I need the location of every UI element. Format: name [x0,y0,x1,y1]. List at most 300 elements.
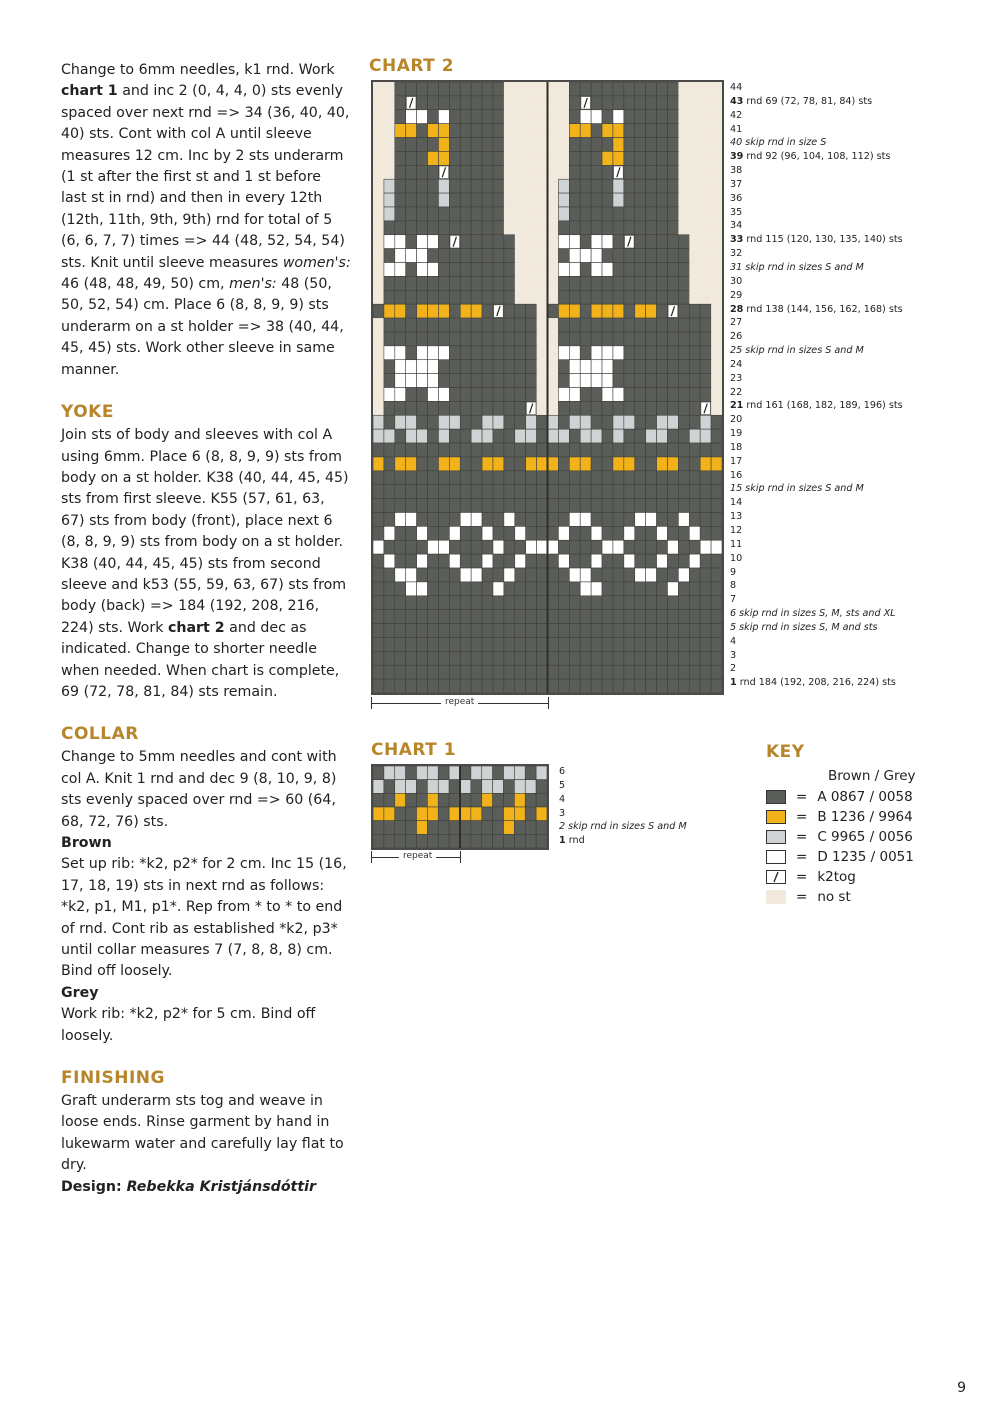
collar-paragraph: Change to 5mm needles and cont with col A. Knit 1 rnd and dec 9 (8, 10, 9, 8) sts evenly spaced over rnd => 60 (64, 68, 72, 76) sts. [61,749,337,830]
chart-cell [711,290,722,304]
chart-cell [395,96,406,110]
chart-cell [548,346,559,360]
chart-cell [591,82,602,96]
chart-cell [558,485,569,499]
chart-cell [580,582,591,596]
chart-cell [471,807,482,821]
chart-cell [548,471,559,485]
chart-cell [646,610,657,624]
chart-cell [613,582,624,596]
chart-cell [667,263,678,277]
chart-cell [515,624,526,638]
chart-cell [591,207,602,221]
chart-cell [395,540,406,554]
chart-cell [613,110,624,124]
chart-cell [504,318,515,332]
chart-cell [646,263,657,277]
chart-cell [515,235,526,249]
chart-cell [646,276,657,290]
chart-cell [602,151,613,165]
chart-cell [591,235,602,249]
chart-cell [471,610,482,624]
chart-cell [449,807,460,821]
chart-cell [406,637,417,651]
chart-cell [493,374,504,388]
chart-cell [460,165,471,179]
round-label: 11 [730,538,743,550]
chart-cell [482,138,493,152]
chart-cell [689,207,700,221]
chart-cell [591,526,602,540]
chart-cell [678,429,689,443]
chart-cell [395,582,406,596]
chart-cell [373,651,384,665]
chart-cell [395,193,406,207]
chart-cell [569,637,580,651]
chart-cell [373,834,384,848]
chart-cell [548,304,559,318]
chart-cell [395,526,406,540]
chart-cell [427,793,438,807]
chart-cell [569,610,580,624]
chart-cell [406,665,417,679]
chart-cell [613,276,624,290]
chart-cell [526,193,537,207]
chart-cell [580,207,591,221]
chart-cell [449,193,460,207]
chart-cell [667,457,678,471]
chart-cell [438,807,449,821]
round-label: 21 rnd 161 (168, 182, 189, 196) sts [730,400,903,412]
chart-cell [449,679,460,693]
chart-cell [493,165,504,179]
chart-cell [525,834,536,848]
chart-cell [428,249,439,263]
chart-cell [460,124,471,138]
chart-cell [471,457,482,471]
chart-cell [417,679,428,693]
chart-cell [482,457,493,471]
chart-cell [493,138,504,152]
chart-cell [384,96,395,110]
chart-cell [613,151,624,165]
chart-cell [624,249,635,263]
chart-cell [646,165,657,179]
chart-cell [438,471,449,485]
chart-cell [384,346,395,360]
chart-cell [384,679,395,693]
chart-cell [558,124,569,138]
chart-cell [515,82,526,96]
chart-cell [428,596,439,610]
chart-cell [493,235,504,249]
collar-heading: COLLAR [61,724,139,745]
chart-cell [471,151,482,165]
chart-cell [624,637,635,651]
chart-cell [613,401,624,415]
chart-cell [580,151,591,165]
chart-cell [395,124,406,138]
color-swatch [766,810,786,824]
chart-cell [689,651,700,665]
chart-cell [569,304,580,318]
chart-cell [428,499,439,513]
chart-cell [591,179,602,193]
chart-cell [602,193,613,207]
chart-cell [667,596,678,610]
chart-cell [569,665,580,679]
chart-cell [602,596,613,610]
chart-cell [569,263,580,277]
chart-cell [504,540,515,554]
round-label: 40 skip rnd in size S [730,137,827,149]
chart-cell [526,388,537,402]
chart-cell [406,540,417,554]
chart-cell [384,471,395,485]
chart-cell [417,596,428,610]
chart-cell [428,374,439,388]
chart-cell [417,318,428,332]
chart-cell [537,415,548,429]
chart-cell [624,138,635,152]
chart-cell [504,193,515,207]
chart-cell [667,679,678,693]
chart-cell [678,179,689,193]
round-label: 15 skip rnd in sizes S and M [730,483,864,495]
chart-cell [711,665,722,679]
chart-cell [373,110,384,124]
chart-cell [406,780,417,794]
chart-cell [406,485,417,499]
chart-cell [558,429,569,443]
chart-cell [460,193,471,207]
chart-cell [548,443,559,457]
chart-cell [438,429,449,443]
chart-cell [657,193,668,207]
round-label: 38 [730,165,743,177]
chart-cell [602,82,613,96]
chart-cell [460,637,471,651]
chart-cell [569,207,580,221]
chart-cell [700,471,711,485]
k2tog-icon [766,870,786,884]
chart-cell [504,96,515,110]
chart-cell [667,610,678,624]
chart-cell [428,346,439,360]
chart-cell [493,540,504,554]
chart-cell [427,766,438,780]
chart-cell [460,318,471,332]
chart-cell [515,221,526,235]
chart-cell [504,249,515,263]
chart-cell [667,401,678,415]
chart-cell [493,512,504,526]
chart-cell [428,193,439,207]
chart-cell [438,596,449,610]
chart-cell [384,235,395,249]
chart-cell [689,304,700,318]
chart-cell [624,207,635,221]
chart-cell [635,249,646,263]
chart-cell [678,526,689,540]
chart-cell [406,526,417,540]
chart-cell [591,554,602,568]
chart-cell [384,637,395,651]
chart-cell [591,665,602,679]
chart-cell [569,568,580,582]
chart-cell [558,193,569,207]
chart-cell [460,651,471,665]
chart-cell [537,443,548,457]
chart-cell [438,263,449,277]
chart-cell [548,151,559,165]
chart-cell [417,443,428,457]
chart-cell [700,249,711,263]
chart-cell [395,332,406,346]
chart-cell [580,263,591,277]
chart-cell [384,443,395,457]
chart-cell [678,457,689,471]
chart-cell [700,290,711,304]
chart-cell [580,568,591,582]
chart-cell [678,596,689,610]
chart-cell [657,138,668,152]
chart-cell [417,637,428,651]
chart-cell [428,651,439,665]
chart-cell [471,221,482,235]
chart-cell [711,318,722,332]
chart-cell [384,651,395,665]
chart-cell [515,151,526,165]
chart-cell [635,360,646,374]
chart-cell [504,263,515,277]
chart-cell [657,318,668,332]
chart-cell [384,780,395,794]
chart-cell [602,332,613,346]
chart-cell [395,485,406,499]
chart-cell [678,235,689,249]
chart-cell [602,526,613,540]
chart-cell [482,568,493,582]
chart-cell [449,290,460,304]
chart-cell [689,263,700,277]
chart-cell [580,429,591,443]
chart-cell [537,193,548,207]
chart-cell [635,276,646,290]
chart-cell [515,346,526,360]
chart-cell [395,568,406,582]
chart-cell [428,318,439,332]
chart-cell [558,415,569,429]
chart-cell [537,249,548,263]
chart-cell [537,388,548,402]
chart-cell [602,401,613,415]
chart-cell [471,568,482,582]
chart-cell [384,624,395,638]
chart-cell [449,821,460,835]
chart-cell [482,151,493,165]
chart-cell [373,290,384,304]
chart-cell [428,290,439,304]
chart-cell [624,540,635,554]
chart-cell [624,110,635,124]
chart-cell [678,665,689,679]
chart-cell [689,360,700,374]
chart-cell [406,471,417,485]
chart-cell [526,679,537,693]
chart-cell [635,429,646,443]
chart-cell [591,637,602,651]
chart-cell [536,834,547,848]
chart-cell [558,276,569,290]
chart-cell [417,263,428,277]
chart-cell [667,582,678,596]
chart-cell [613,499,624,513]
round-label: 16 [730,469,743,481]
chart-cell [591,110,602,124]
chart-cell [537,82,548,96]
chart-cell [428,443,439,457]
chart-cell [428,235,439,249]
chart-cell [646,582,657,596]
chart-cell [526,554,537,568]
chart-cell [613,179,624,193]
chart-cell [482,471,493,485]
chart-cell [395,443,406,457]
chart-cell [438,276,449,290]
chart-cell [689,610,700,624]
chart-cell [406,318,417,332]
chart-cell [373,304,384,318]
chart-cell [558,388,569,402]
chart-cell [700,346,711,360]
chart-cell [591,263,602,277]
chart-cell [689,151,700,165]
chart-cell [482,360,493,374]
chart-cell [471,582,482,596]
chart-cell [428,637,439,651]
chart-cell [449,766,460,780]
chart-cell [504,304,515,318]
chart-cell [711,82,722,96]
chart-cell [537,401,548,415]
chart-cell [537,276,548,290]
chart-cell [460,526,471,540]
chart-cell [417,165,428,179]
chart-cell [395,110,406,124]
round-label: 1 rnd [559,835,585,847]
chart-cell [449,637,460,651]
chart-cell [678,554,689,568]
chart-cell [373,766,384,780]
chart-cell [471,388,482,402]
chart-cell [471,834,482,848]
chart-cell [678,443,689,457]
chart-cell [667,360,678,374]
chart-cell [558,82,569,96]
chart-cell [624,96,635,110]
chart-cell [591,151,602,165]
chart-cell [646,290,657,304]
chart-cell [417,221,428,235]
chart-cell [482,780,493,794]
chart-cell [613,290,624,304]
chart-cell [548,124,559,138]
chart-cell [395,554,406,568]
chart-cell [514,807,525,821]
chart-cell [471,360,482,374]
chart-cell [515,207,526,221]
chart-cell [548,290,559,304]
chart-cell [406,221,417,235]
chart-cell [395,679,406,693]
chart-cell [406,276,417,290]
chart-cell [384,290,395,304]
chart-cell [514,821,525,835]
chart-cell [711,179,722,193]
chart-cell [700,582,711,596]
chart-cell [525,821,536,835]
chart-cell [515,471,526,485]
chart-cell [613,318,624,332]
chart-cell [449,151,460,165]
chart-cell [580,110,591,124]
chart-cell [635,263,646,277]
chart-cell [613,388,624,402]
chart-cell [700,651,711,665]
chart-cell [504,82,515,96]
chart-cell [558,651,569,665]
chart-cell [646,457,657,471]
chart-cell [526,165,537,179]
chart-cell [395,263,406,277]
chart-cell [635,82,646,96]
chart-cell [373,388,384,402]
chart-cell [373,165,384,179]
chart-cell [406,415,417,429]
chart-cell [373,207,384,221]
chart-cell [537,263,548,277]
chart-cell [471,596,482,610]
chart-cell [667,568,678,582]
chart-cell [460,821,471,835]
chart-cell [689,221,700,235]
chart-cell [646,207,657,221]
chart-cell [635,499,646,513]
chart-cell [417,499,428,513]
chart-cell [417,151,428,165]
chart-cell [417,610,428,624]
chart-cell [449,304,460,318]
round-label: 20 [730,414,743,426]
chart-cell [624,526,635,540]
chart-cell [678,304,689,318]
chart-cell [493,207,504,221]
chart-cell [591,221,602,235]
chart-cell [427,780,438,794]
chart-cell [471,110,482,124]
chart-cell [384,318,395,332]
chart-cell [689,235,700,249]
chart-cell [667,124,678,138]
chart-cell [624,679,635,693]
chart-cell [580,290,591,304]
chart-cell [504,471,515,485]
chart-cell [515,249,526,263]
chart-cell [438,554,449,568]
chart-cell [428,554,439,568]
chart-cell [558,304,569,318]
